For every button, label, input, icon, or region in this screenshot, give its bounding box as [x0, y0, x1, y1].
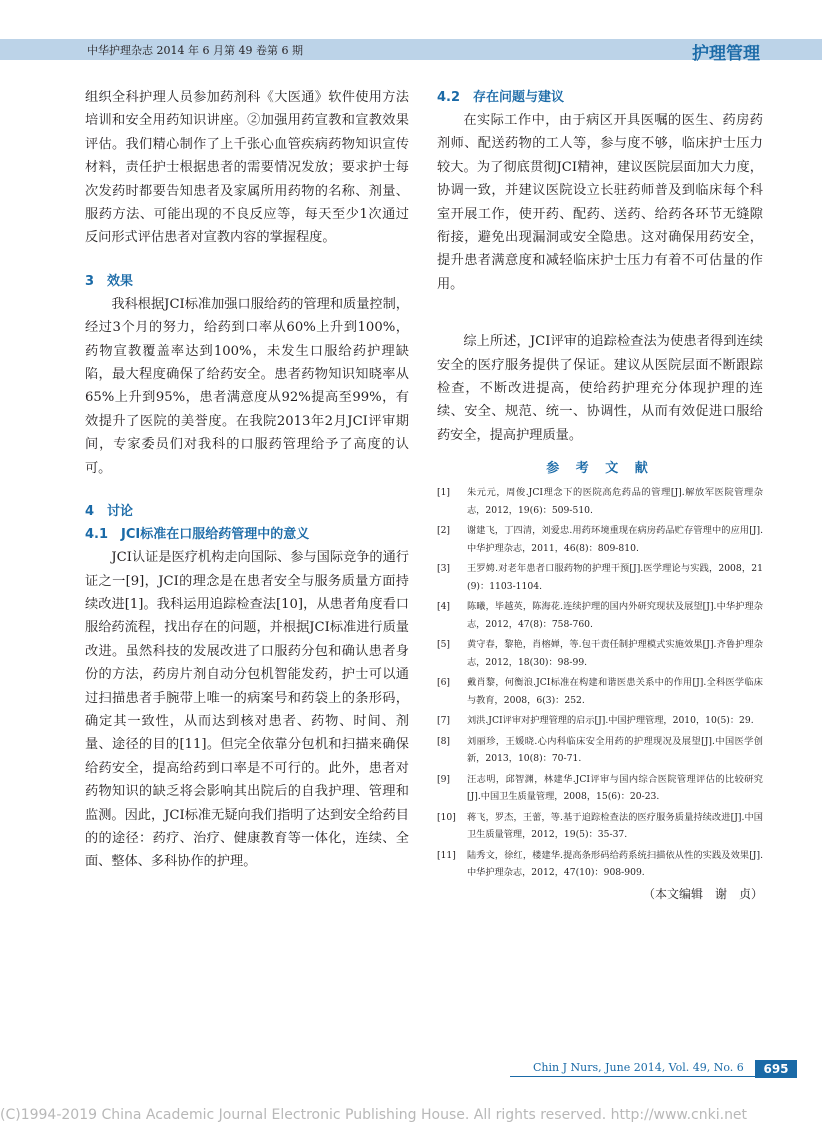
reference-text: 黄守春，黎艳，肖榕婵，等.包干责任制护理模式实施效果[J].齐鲁护理杂志，2012，18(30)：98-99.: [467, 639, 763, 668]
section-3-paragraph: 我科根据JCI标准加强口服给药的管理和质量控制，经过3个月的努力，给药到口率从60%上升到100%，药物宣教覆盖率达到100%，未发生口服给药护理缺陷，最大程度确保了给药安全。患者药物知识知晓率从65%上升到95%，患者满意度从92%提高至99%，有效提升了医院的美誉度。在我院2013年2月JCI评审期间，专家委员们对我科的口服药管理给予了高度的认可。: [85, 296, 409, 476]
reference-text: 刘洪.JCI评审对护理管理的启示[J].中国护理管理，2010，10(5)：29.: [467, 715, 754, 727]
footer-citation: Chin J Nurs, June 2014, Vol. 49, No. 6: [533, 1061, 744, 1074]
reference-number: [3]: [437, 563, 451, 575]
reference-number: [11]: [437, 849, 456, 861]
reference-text: 陆秀文，徐红，楼建华.提高条形码给药系统扫描依从性的实践及效果[J].中华护理杂志，2012，47(10)：908-909.: [467, 849, 763, 879]
reference-item: [437, 674, 763, 709]
section-title: 护理管理: [692, 44, 760, 64]
section-4-1-paragraph: JCI认证是医疗机构走向国际、参与国际竞争的通行证之一[9]，JCI的理念是在患者安全与服务质量方面持续改进[1]。我科运用追踪检查法[10]，从患者角度看口服给药流程，找出存在的问题，并根据JCI标准进行质量改进。虽然科技的发展改进了口服药分包和确认患者身份的方法，药房片剂自动分包机智能发药，护士可以通过扫描患者手腕带上唯一的病案号和药袋上的条形码，确定其一致性，从而达到核对患者、药物、时间、剂量、途径的目的[11]。但完全依靠分包机和扫描来确保给药安全，提高给药到口率是不可行的。此外，患者对药物知识的缺乏将会影响其出院后的自我护理、管理和监测。因此，JCI标准无疑向我们指明了达到安全给药目的的途径：药疗、治疗、健康教育等一体化，连续、全面、整体、多科协作的护理。: [85, 550, 409, 870]
right-column: [437, 86, 763, 902]
reference-text: 刘丽珍，王媛晓.心内科临床安全用药的护理现况及展望[J].中国医学创新，2013，10(8)：70-71.: [467, 735, 763, 765]
reference-text: 王罗娉.对老年患者口服药物的护理干预[J].医学理论与实践，2008，21(9)：1103-1104.: [467, 563, 763, 592]
section-3-title: 3 效果: [85, 273, 134, 289]
reference-text: 蒋飞，罗杰，王蕾，等.基于追踪检查法的医疗服务质量持续改进[J].中国卫生质量管理，2012，19(5)：35-37.: [467, 811, 763, 841]
reference-text: 汪志明，邱智渊，林建华.JCI评审与国内综合医院管理评估的比较研究[J].中国卫生质量管理，2008，15(6)：20-23.: [467, 773, 763, 803]
reference-list: [437, 484, 763, 882]
left-column: [85, 86, 409, 874]
reference-text: 朱元元，周俊.JCI理念下的医院高危药品的管理[J].解放军医院管理杂志，2012，19(6)：509-510.: [467, 487, 763, 516]
reference-number: [4]: [437, 601, 451, 613]
reference-number: [1]: [437, 487, 451, 499]
reference-item: [437, 712, 763, 730]
reference-item: [437, 522, 763, 557]
reference-number: [2]: [437, 525, 451, 537]
reference-number: [6]: [437, 677, 451, 689]
section-4-title: 4 讨论: [85, 504, 134, 520]
references-title: 参 考 文 献: [546, 461, 654, 477]
reference-number: [5]: [437, 639, 451, 651]
reference-number: [8]: [437, 735, 451, 747]
summary-paragraph: 综上所述，JCI评审的追踪检查法为使患者得到连续安全的医疗服务提供了保证。建议从医院层面不断跟踪检查，不断改进提高，使给药护理充分体现护理的连续、安全、规范、统一、协调性，从而有效促进口服给药安全，提高护理质量。: [437, 334, 763, 443]
reference-text: 谢建飞，丁四清，刘爱忠.用药环境重现在病房药品贮存管理中的应用[J].中华护理杂志，2011，46(8)：809-810.: [467, 525, 763, 554]
reference-item: [437, 636, 763, 671]
journal-issue: 中华护理杂志 2014 年 6 月第 49 卷第 6 期: [87, 44, 303, 57]
reference-item: [437, 847, 763, 882]
section-4-2-title: 4.2 存在问题与建议: [437, 90, 565, 105]
reference-number: [10]: [437, 811, 456, 823]
editor-note: （本文编辑 谢 贞）: [642, 886, 763, 901]
reference-item: [437, 809, 763, 844]
reference-item: [437, 598, 763, 633]
reference-item: [437, 733, 763, 768]
section-4-1-title: 4.1 JCI标准在口服给药管理中的意义: [85, 527, 310, 543]
section-4-2-paragraph: 在实际工作中，由于病区开具医嘱的医生、药房药剂师、配送药物的工人等，参与度不够，临床护士压力较大。为了彻底贯彻JCI精神，建议医院层面加大力度，协调一致，并建议医院设立长驻药师普及到临床每个科室开展工作，使开药、配药、送药、给药各环节无缝隙衔接，避免出现漏洞或安全隐患。这对确保用药安全，提升患者满意度和减轻临床护士压力有着不可估量的作用。: [437, 113, 763, 292]
copyright-watermark: (C)1994-2019 China Academic Journal Electronic Publishing House. All rights reserved. http://www.cnki.net: [0, 1107, 748, 1123]
footer-rule: [510, 1076, 796, 1077]
reference-item: [437, 560, 763, 595]
page-number: 695: [755, 1060, 797, 1078]
reference-item: [437, 484, 763, 519]
reference-text: 陈曦，毕越英，陈海花.连续护理的国内外研究现状及展望[J].中华护理杂志，2012，47(8)：758-760.: [467, 601, 763, 630]
reference-text: 戴肖黎，何衡浪.JCI标准在构建和谐医患关系中的作用[J].全科医学临床与教育，2008，6(3)：252.: [467, 677, 763, 706]
reference-number: [9]: [437, 773, 451, 785]
intro-paragraph: 组织全科护理人员参加药剂科《大医通》软件使用方法培训和安全用药知识讲座。②加强用药宣教和宣教效果评估。我们精心制作了上千张心血管疾病药物知识宣传材料，责任护士根据患者的需要情况发放；要求护士每次发药时都要告知患者及家属所用药物的名称、剂量、服药方法、可能出现的不良反应等，每天至少1次通过反问形式评估患者对宣教内容的掌握程度。: [85, 90, 409, 246]
reference-item: [437, 771, 763, 806]
reference-number: [7]: [437, 715, 451, 727]
